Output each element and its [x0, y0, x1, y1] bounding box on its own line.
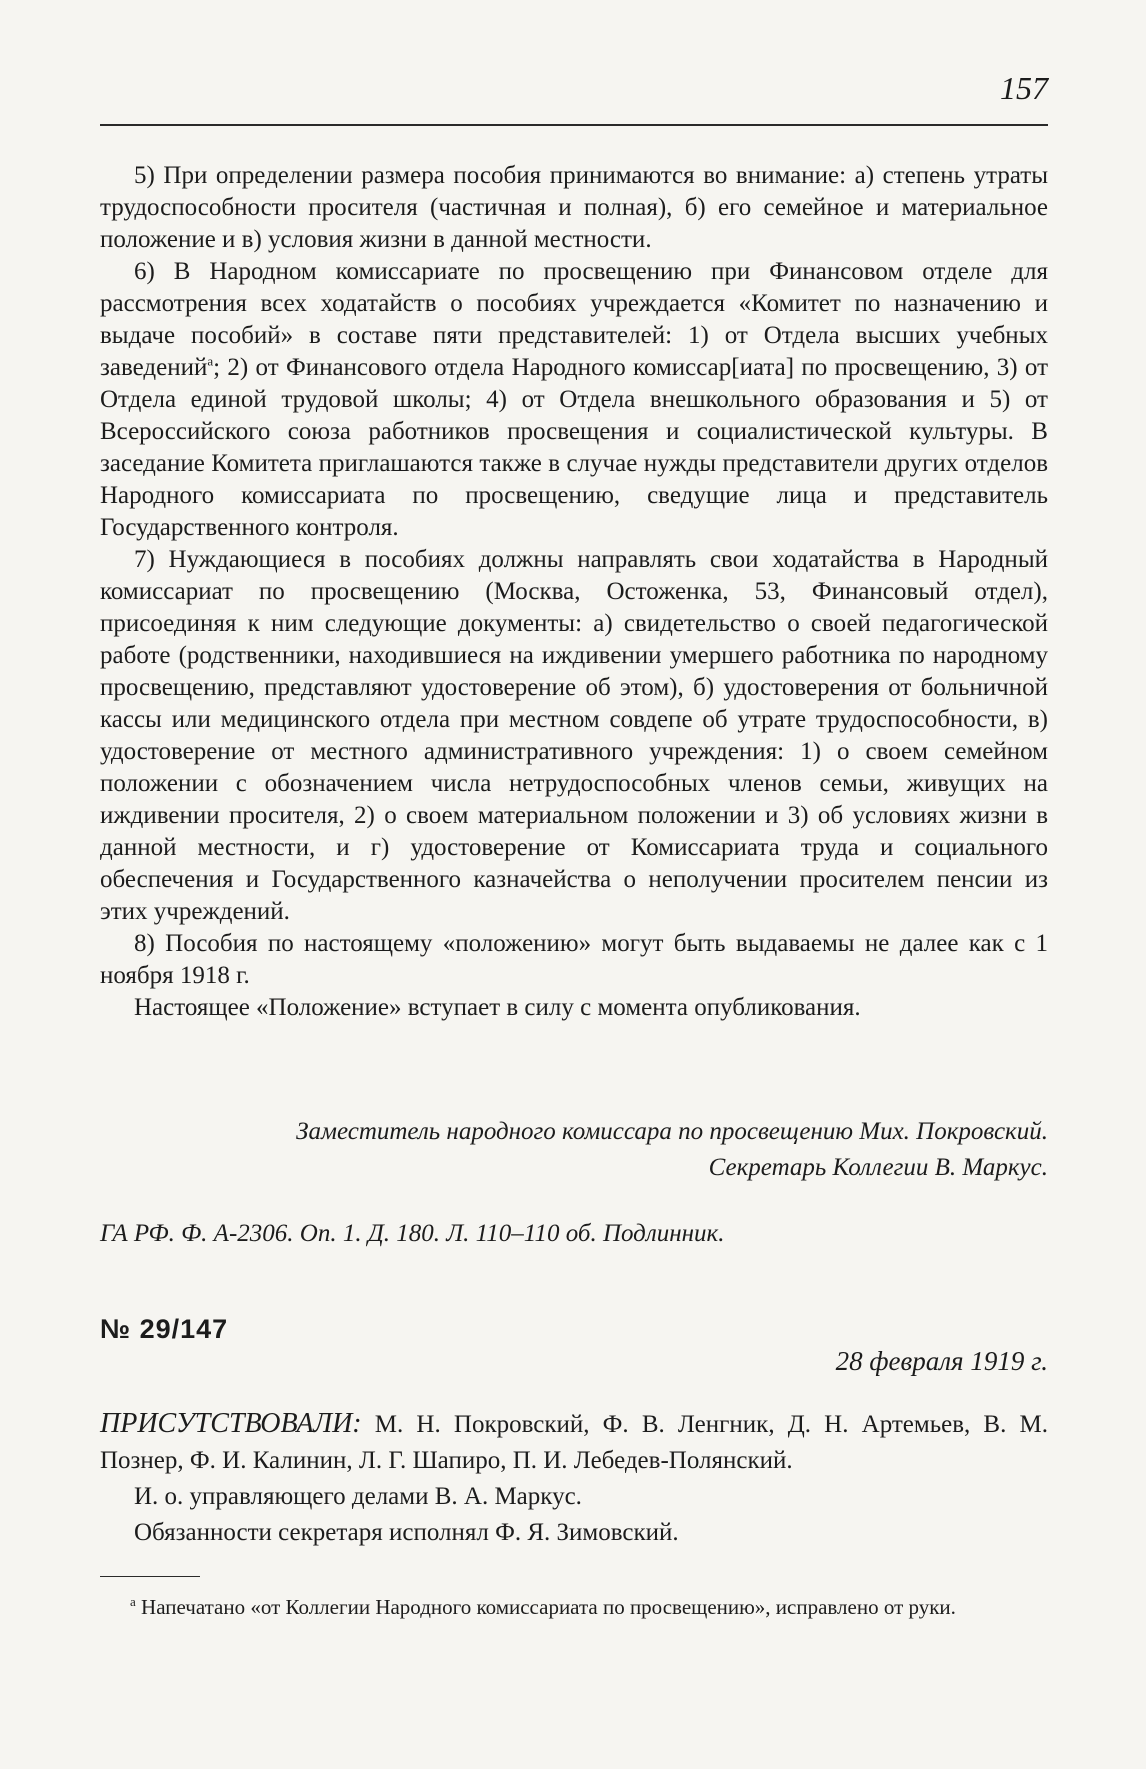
present-label: ПРИСУТСТВОВАЛИ:	[100, 1408, 362, 1439]
page-number: 157	[1000, 70, 1048, 106]
attendance-block	[100, 1406, 1048, 1551]
effective-date-paragraph: Настоящее «Положение» вступает в силу с момента опубликования.	[134, 994, 861, 1021]
item-6-text-part2: ; 2) от Финансового отдела Народного комиссар[иата] по просвещению, 3) от Отдела единой трудовой школы; 4) от Отдела внешкольного образования и 5) от Всероссийского союза работников просвещения и социалистической культуры. В заседание Комитета приглашаются также в случае нужды представители других отделов Народного комиссариата по просвещению, сведущие лица и представитель Государственного контроля.	[100, 354, 1048, 541]
signature-block	[100, 1114, 1048, 1186]
archive-reference: ГА РФ. Ф. А-2306. Оп. 1. Д. 180. Л. 110–110 об. Подлинник.	[100, 1220, 725, 1247]
collegium-secretary-signature: Секретарь Коллегии В. Маркус.	[708, 1154, 1048, 1181]
deputy-commissar-signature: Заместитель народного комиссара по просвещению Мих. Покровский.	[296, 1118, 1048, 1145]
footnote-text: Напечатано «от Коллегии Народного комиссариата по просвещению», исправлено от руки.	[135, 1595, 956, 1619]
footnote-mark: а	[130, 1594, 136, 1609]
item-6-text-part1: 6) В Народном комиссариате по просвещению при Финансовом отделе для рассмотрения всех ходатайств о пособиях учреждается «Комитет по назначению и выдаче пособий» в составе пяти представителей: 1) от Отдела высших учебных заведений	[100, 258, 1048, 381]
attendees-paragraph	[100, 1406, 1048, 1479]
running-header	[100, 60, 1048, 126]
document-number: № 29/147	[100, 1314, 229, 1344]
footnote-divider	[100, 1576, 200, 1577]
attendees-list: М. Н. Покровский, Ф. В. Ленгник, Д. Н. Артемьев, В. М. Познер, Ф. И. Калинин, Л. Г. Шапиро, П. И. Лебедев-Полянский.	[100, 1411, 1048, 1474]
item-5-paragraph: 5) При определении размера пособия принимаются во внимание: а) степень утраты трудоспособности просителя (частичная и полная), б) его семейное и материальное положение и в) условия жизни в данной местности.	[100, 162, 1048, 253]
secretary-duties-line: Обязанности секретаря исполнял Ф. Я. Зимовский.	[134, 1519, 679, 1546]
acting-manager-line: И. о. управляющего делами В. А. Маркус.	[134, 1483, 582, 1510]
item-6-paragraph	[100, 256, 1048, 544]
document-date: 28 февраля 1919 г.	[835, 1346, 1048, 1376]
item-8-paragraph: 8) Пособия по настоящему «положению» могут быть выдаваемы не далее как с 1 ноября 1918 г.	[100, 930, 1048, 989]
footnote-marker: а	[207, 353, 214, 369]
item-7-paragraph: 7) Нуждающиеся в пособиях должны направлять свои ходатайства в Народный комиссариат по просвещению (Москва, Остоженка, 53, Финансовый отдел), присоединяя к ним следующие документы: а) свидетельство о своей педагогической работе (родственники, находившиеся на иждивении умершего работника по народному просвещению, представляют удостоверение об этом), б) удостоверения от больничной кассы или медицинского отдела при местном совдепе об утрате трудоспособности, в) удостоверение от местного административного учреждения: 1) о своем семейном положении с обозначением числа нетрудоспособных членов семьи, живущих на иждивении просителя, 2) о своем материальном положении и 3) об условиях жизни в данной местности, и г) удостоверение от Комиссариата труда и социального обеспечения и Государственного казначейства о неполучении просителем пенсии из этих учреждений.	[100, 546, 1048, 925]
footnote	[100, 1592, 1048, 1623]
regulation-body	[100, 160, 1048, 1024]
